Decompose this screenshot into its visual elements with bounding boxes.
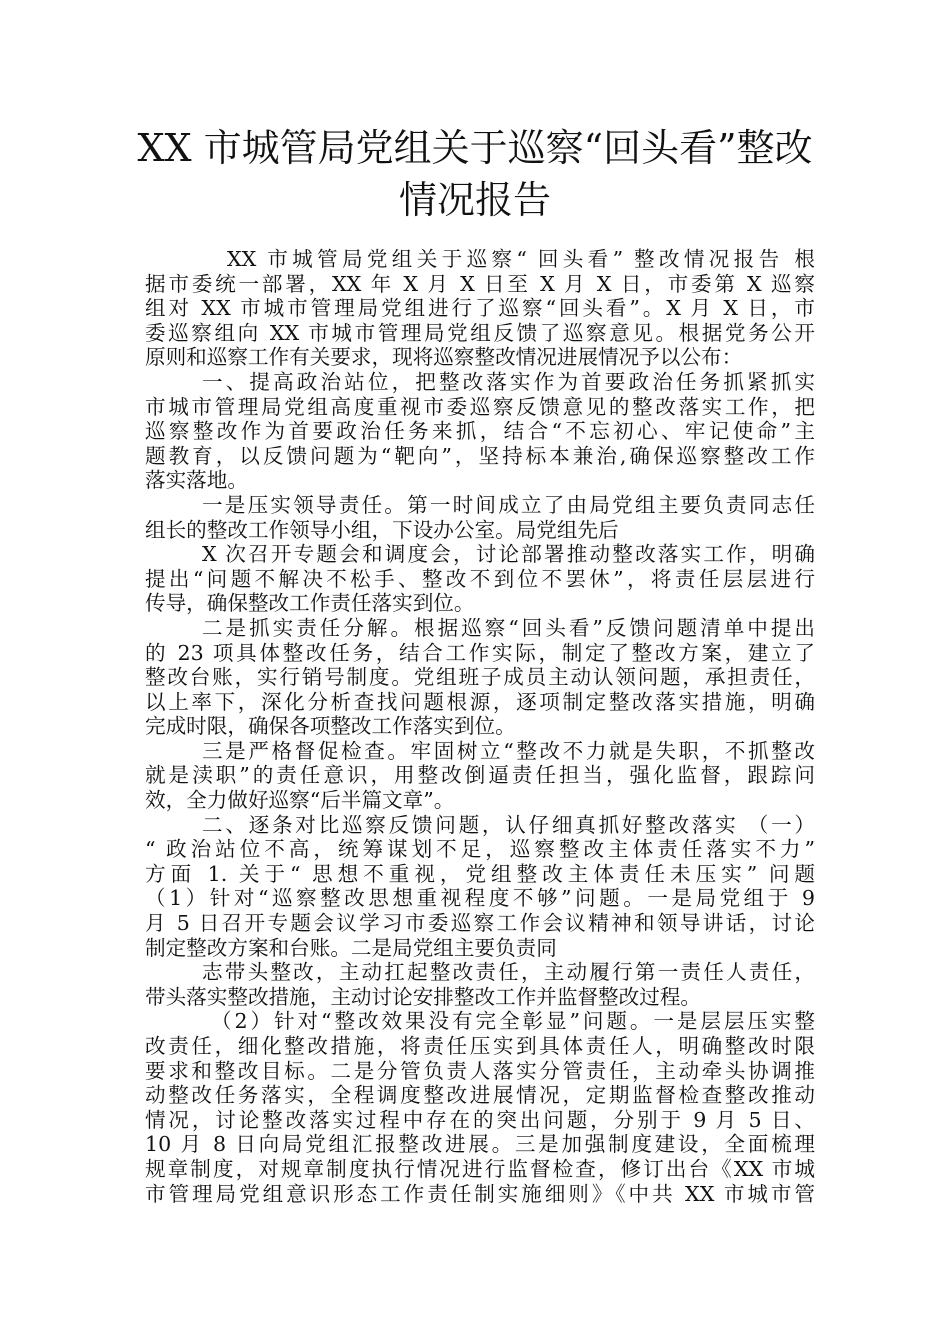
- body-line: XX 市城管局党组关于巡察“ 回头看” 整改情况报告 根: [227, 247, 815, 271]
- body-line: 效，全力做好巡察“后半篇文章”。: [145, 788, 455, 813]
- body-line: 的 23 项具体整改任务，结合工作实际，制定了整改方案，建立了: [145, 640, 815, 665]
- body-line: 提出“问题不解决不松手、整改不到位不罢休”，将责任层层进行: [145, 566, 815, 591]
- body-line: 要求和整改目标。二是分管负责人落实分管责任，主动牵头协调推: [145, 1058, 815, 1083]
- body-line: 巡察整改作为首要政治任务来抓，结合“不忘初心、牢记使命”主: [145, 419, 815, 444]
- body-line: 委巡察组向 XX 市城市管理局党组反馈了巡察意见。根据党务公开: [145, 320, 815, 345]
- body-line: 就是渎职”的责任意识，用整改倒逼责任担当，强化监督，跟踪问: [145, 763, 815, 788]
- body-line: 规章制度，对规章制度执行情况进行监督检查，修订出台《XX 市城: [145, 1156, 815, 1181]
- body-line: 据市委统一部署，XX 年 X 月 X 日至 X 月 X 日，市委第 X 巡察: [145, 271, 815, 296]
- body-line: 市管理局党组意识形态工作责任制实施细则》《中共 XX 市城市管: [145, 1181, 815, 1206]
- document-title: [100, 122, 850, 226]
- body-line: 传导，确保整改工作责任落实到位。: [145, 591, 475, 616]
- body-line: “ 政治站位不高，统筹谋划不足，巡察整改主体责任落实不力”: [145, 837, 815, 862]
- body-line: 以上率下，深化分析查找问题根源，逐项制定整改落实措施，明确: [145, 689, 815, 714]
- body-line: 组对 XX 市城市管理局党组进行了巡察“回头看”。X 月 X 日，市: [145, 296, 815, 321]
- body-line: （1）针对“巡察整改思想重视程度不够”问题。一是局党组于 9: [145, 886, 815, 911]
- body-line: 一是压实领导责任。第一时间成立了由局党组主要负责同志任: [202, 492, 815, 517]
- body-line: 落实落地。: [145, 468, 248, 493]
- body-line: 动整改任务落实，全程调度整改进展情况，定期监督检查整改推动: [145, 1083, 815, 1108]
- body-line: X 次召开专题会和调度会，讨论部署推动整改落实工作，明确: [202, 542, 815, 567]
- body-line: 整改台账，实行销号制度。党组班子成员主动认领问题，承担责任，: [145, 665, 815, 690]
- body-line: （2）针对“整改效果没有完全彰显”问题。一是层层压实整: [211, 1009, 815, 1034]
- body-line: 组长的整改工作领导小组，下设办公室。局党组先后: [145, 517, 619, 542]
- body-line: 带头落实整改措施，主动讨论安排整改工作并监督整改过程。: [145, 984, 702, 1009]
- body-line: 二是抓实责任分解。根据巡察“回头看”反馈问题清单中提出: [202, 615, 815, 640]
- section-heading: 二、逐条对比巡察反馈问题，认仔细真抓好整改落实 （一）: [202, 812, 815, 837]
- body-line: 市城市管理局党组高度重视市委巡察反馈意见的整改落实工作，把: [145, 394, 815, 419]
- body-line: 制定整改方案和台账。二是局党组主要负责同: [145, 935, 557, 960]
- body-line: 三是严格督促检查。牢固树立“整改不力就是失职，不抓整改: [202, 738, 815, 763]
- body-line: 完成时限，确保各项整改工作落实到位。: [145, 714, 516, 739]
- document-body: [145, 247, 815, 1206]
- body-line: 题教育，以反馈问题为“靶向”，坚持标本兼治,确保巡察整改工作: [145, 443, 815, 468]
- body-line: 方面 1. 关于“ 思想不重视，党组整改主体责任未压实” 问题: [145, 861, 815, 886]
- body-line: 改责任，细化整改措施，将责任压实到具体责任人，明确整改时限: [145, 1034, 815, 1058]
- title-line-1: XX 市城管局党组关于巡察“回头看”整改: [137, 126, 813, 170]
- body-line: 情况，讨论整改落实过程中存在的突出问题，分别于 9 月 5 日、: [145, 1107, 815, 1132]
- body-line: 10 月 8 日向局党组汇报整改进展。三是加强制度建设，全面梳理: [145, 1132, 815, 1157]
- body-line: 志带头整改，主动扛起整改责任，主动履行第一责任人责任，: [202, 960, 815, 985]
- body-line: 原则和巡察工作有关要求，现将巡察整改情况进展情况予以公布：: [145, 345, 743, 370]
- section-heading: 一、提高政治站位，把整改落实作为首要政治任务抓紧抓实: [202, 369, 815, 394]
- title-line-2: 情况报告: [398, 178, 551, 222]
- body-line: 月 5 日召开专题会议学习市委巡察工作会议精神和领导讲话，讨论: [145, 911, 815, 936]
